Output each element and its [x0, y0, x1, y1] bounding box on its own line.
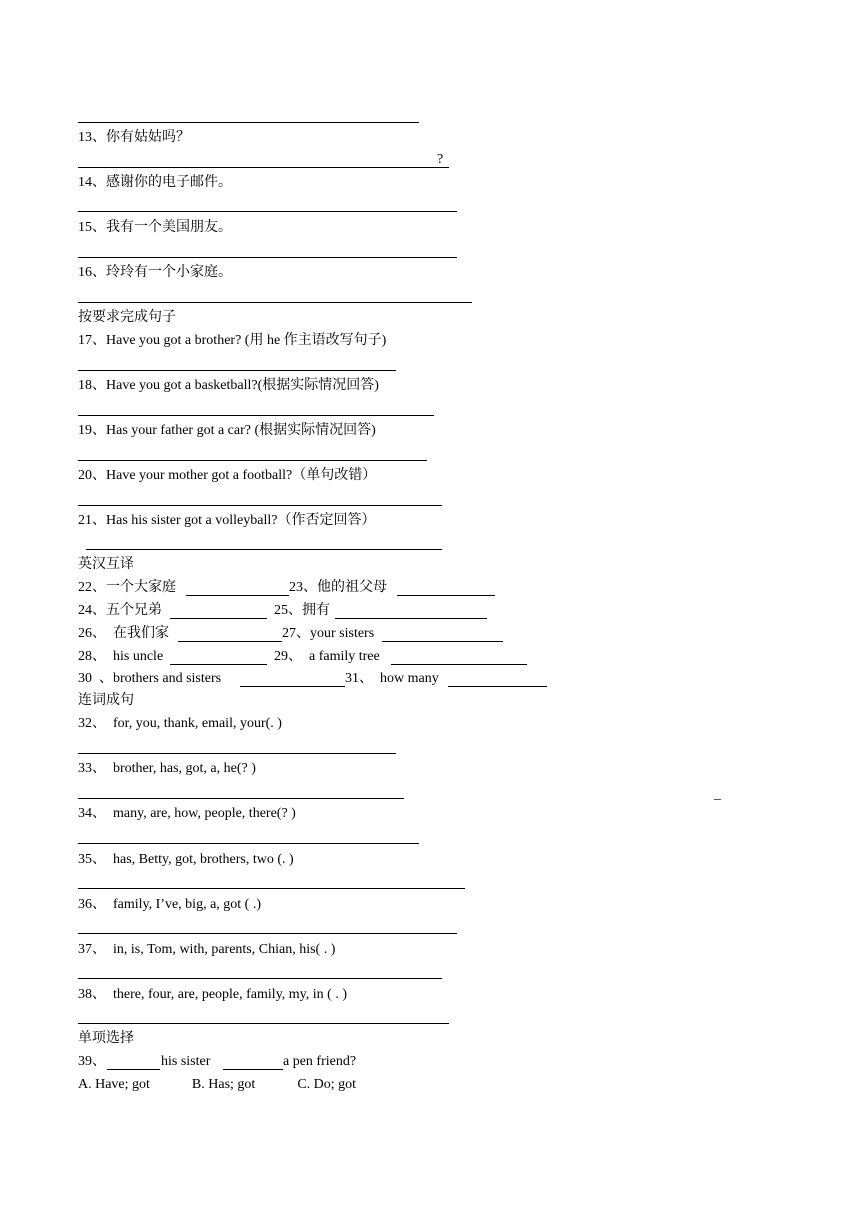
- translate-23: 23、他的祖父母: [289, 580, 387, 595]
- answer-blank[interactable]: [448, 686, 547, 687]
- translate-26: 26、 在我们家: [78, 626, 169, 641]
- translate-30: 30 、brothers and sisters: [78, 671, 222, 686]
- question-39-number: 39、: [78, 1054, 106, 1069]
- answer-line[interactable]: [78, 505, 442, 506]
- answer-line[interactable]: [78, 211, 457, 212]
- answer-line[interactable]: [78, 753, 396, 754]
- answer-blank[interactable]: [178, 641, 282, 642]
- answer-line[interactable]: [78, 798, 404, 799]
- answer-line[interactable]: [78, 1023, 449, 1024]
- question-33-dash: _: [714, 787, 721, 802]
- answer-line[interactable]: [78, 933, 457, 934]
- translate-24: 24、五个兄弟: [78, 603, 162, 618]
- translate-25: 25、拥有: [274, 603, 330, 618]
- question-36: 36、 family, I’ve, big, a, got ( .): [78, 897, 261, 912]
- answer-blank[interactable]: [170, 664, 267, 665]
- translate-31: 31、 how many: [345, 671, 439, 686]
- answer-line[interactable]: [78, 122, 419, 123]
- translate-28: 28、 his uncle: [78, 649, 164, 664]
- question-34: 34、 many, are, how, people, there(? ): [78, 806, 296, 821]
- question-20: 20、Have your mother got a football?（单句改错）: [78, 468, 377, 483]
- question-17: 17、Have you got a brother? (用 he 作主语改写句子): [78, 333, 387, 348]
- question-16: 16、玲玲有一个小家庭。: [78, 265, 232, 280]
- question-35: 35、 has, Betty, got, brothers, two (. ): [78, 852, 294, 867]
- question-14: 14、感谢你的电子邮件。: [78, 175, 232, 190]
- answer-blank[interactable]: [186, 595, 289, 596]
- question-38: 38、 there, four, are, people, family, my, in ( . ): [78, 987, 347, 1002]
- answer-blank[interactable]: [240, 686, 345, 687]
- answer-blank[interactable]: [335, 618, 487, 619]
- translate-27: 27、your sisters: [282, 626, 375, 641]
- translate-29: 29、 a family tree: [274, 649, 380, 664]
- answer-blank[interactable]: [391, 664, 527, 665]
- answer-line[interactable]: [78, 978, 442, 979]
- question-39-rest: a pen friend?: [283, 1054, 357, 1069]
- answer-line[interactable]: [78, 167, 449, 168]
- translate-22: 22、一个大家庭: [78, 580, 176, 595]
- question-39-options: A. Have; got B. Has; got C. Do; got: [78, 1077, 357, 1092]
- answer-blank[interactable]: [107, 1069, 160, 1070]
- answer-line[interactable]: [86, 549, 442, 550]
- question-18: 18、Have you got a basketball?(根据实际情况回答): [78, 378, 379, 393]
- section-heading-order: 连词成句: [78, 693, 134, 708]
- section-heading-transform: 按要求完成句子: [78, 310, 176, 325]
- question-32: 32、 for, you, thank, email, your(. ): [78, 716, 282, 731]
- answer-blank[interactable]: [170, 618, 267, 619]
- question-39-subject: his sister: [161, 1054, 211, 1069]
- question-13-mark: ?: [437, 152, 444, 167]
- answer-blank[interactable]: [223, 1069, 283, 1070]
- question-13: 13、你有姑姑吗？: [78, 130, 190, 145]
- question-37: 37、 in, is, Tom, with, parents, Chian, his( . ): [78, 942, 336, 957]
- answer-blank[interactable]: [382, 641, 503, 642]
- answer-line[interactable]: [78, 415, 434, 416]
- answer-line[interactable]: [78, 257, 457, 258]
- section-heading-choice: 单项选择: [78, 1031, 134, 1046]
- answer-line[interactable]: [78, 843, 419, 844]
- answer-line[interactable]: [78, 370, 396, 371]
- answer-line[interactable]: [78, 302, 472, 303]
- question-21: 21、Has his sister got a volleyball?（作否定回答）: [78, 513, 376, 528]
- question-33: 33、 brother, has, got, a, he(? ): [78, 761, 256, 776]
- answer-line[interactable]: [78, 460, 427, 461]
- question-15: 15、我有一个美国朋友。: [78, 220, 232, 235]
- answer-blank[interactable]: [397, 595, 495, 596]
- question-19: 19、Has your father got a car? (根据实际情况回答): [78, 423, 376, 438]
- section-heading-translate: 英汉互译: [78, 557, 134, 572]
- answer-line[interactable]: [78, 888, 465, 889]
